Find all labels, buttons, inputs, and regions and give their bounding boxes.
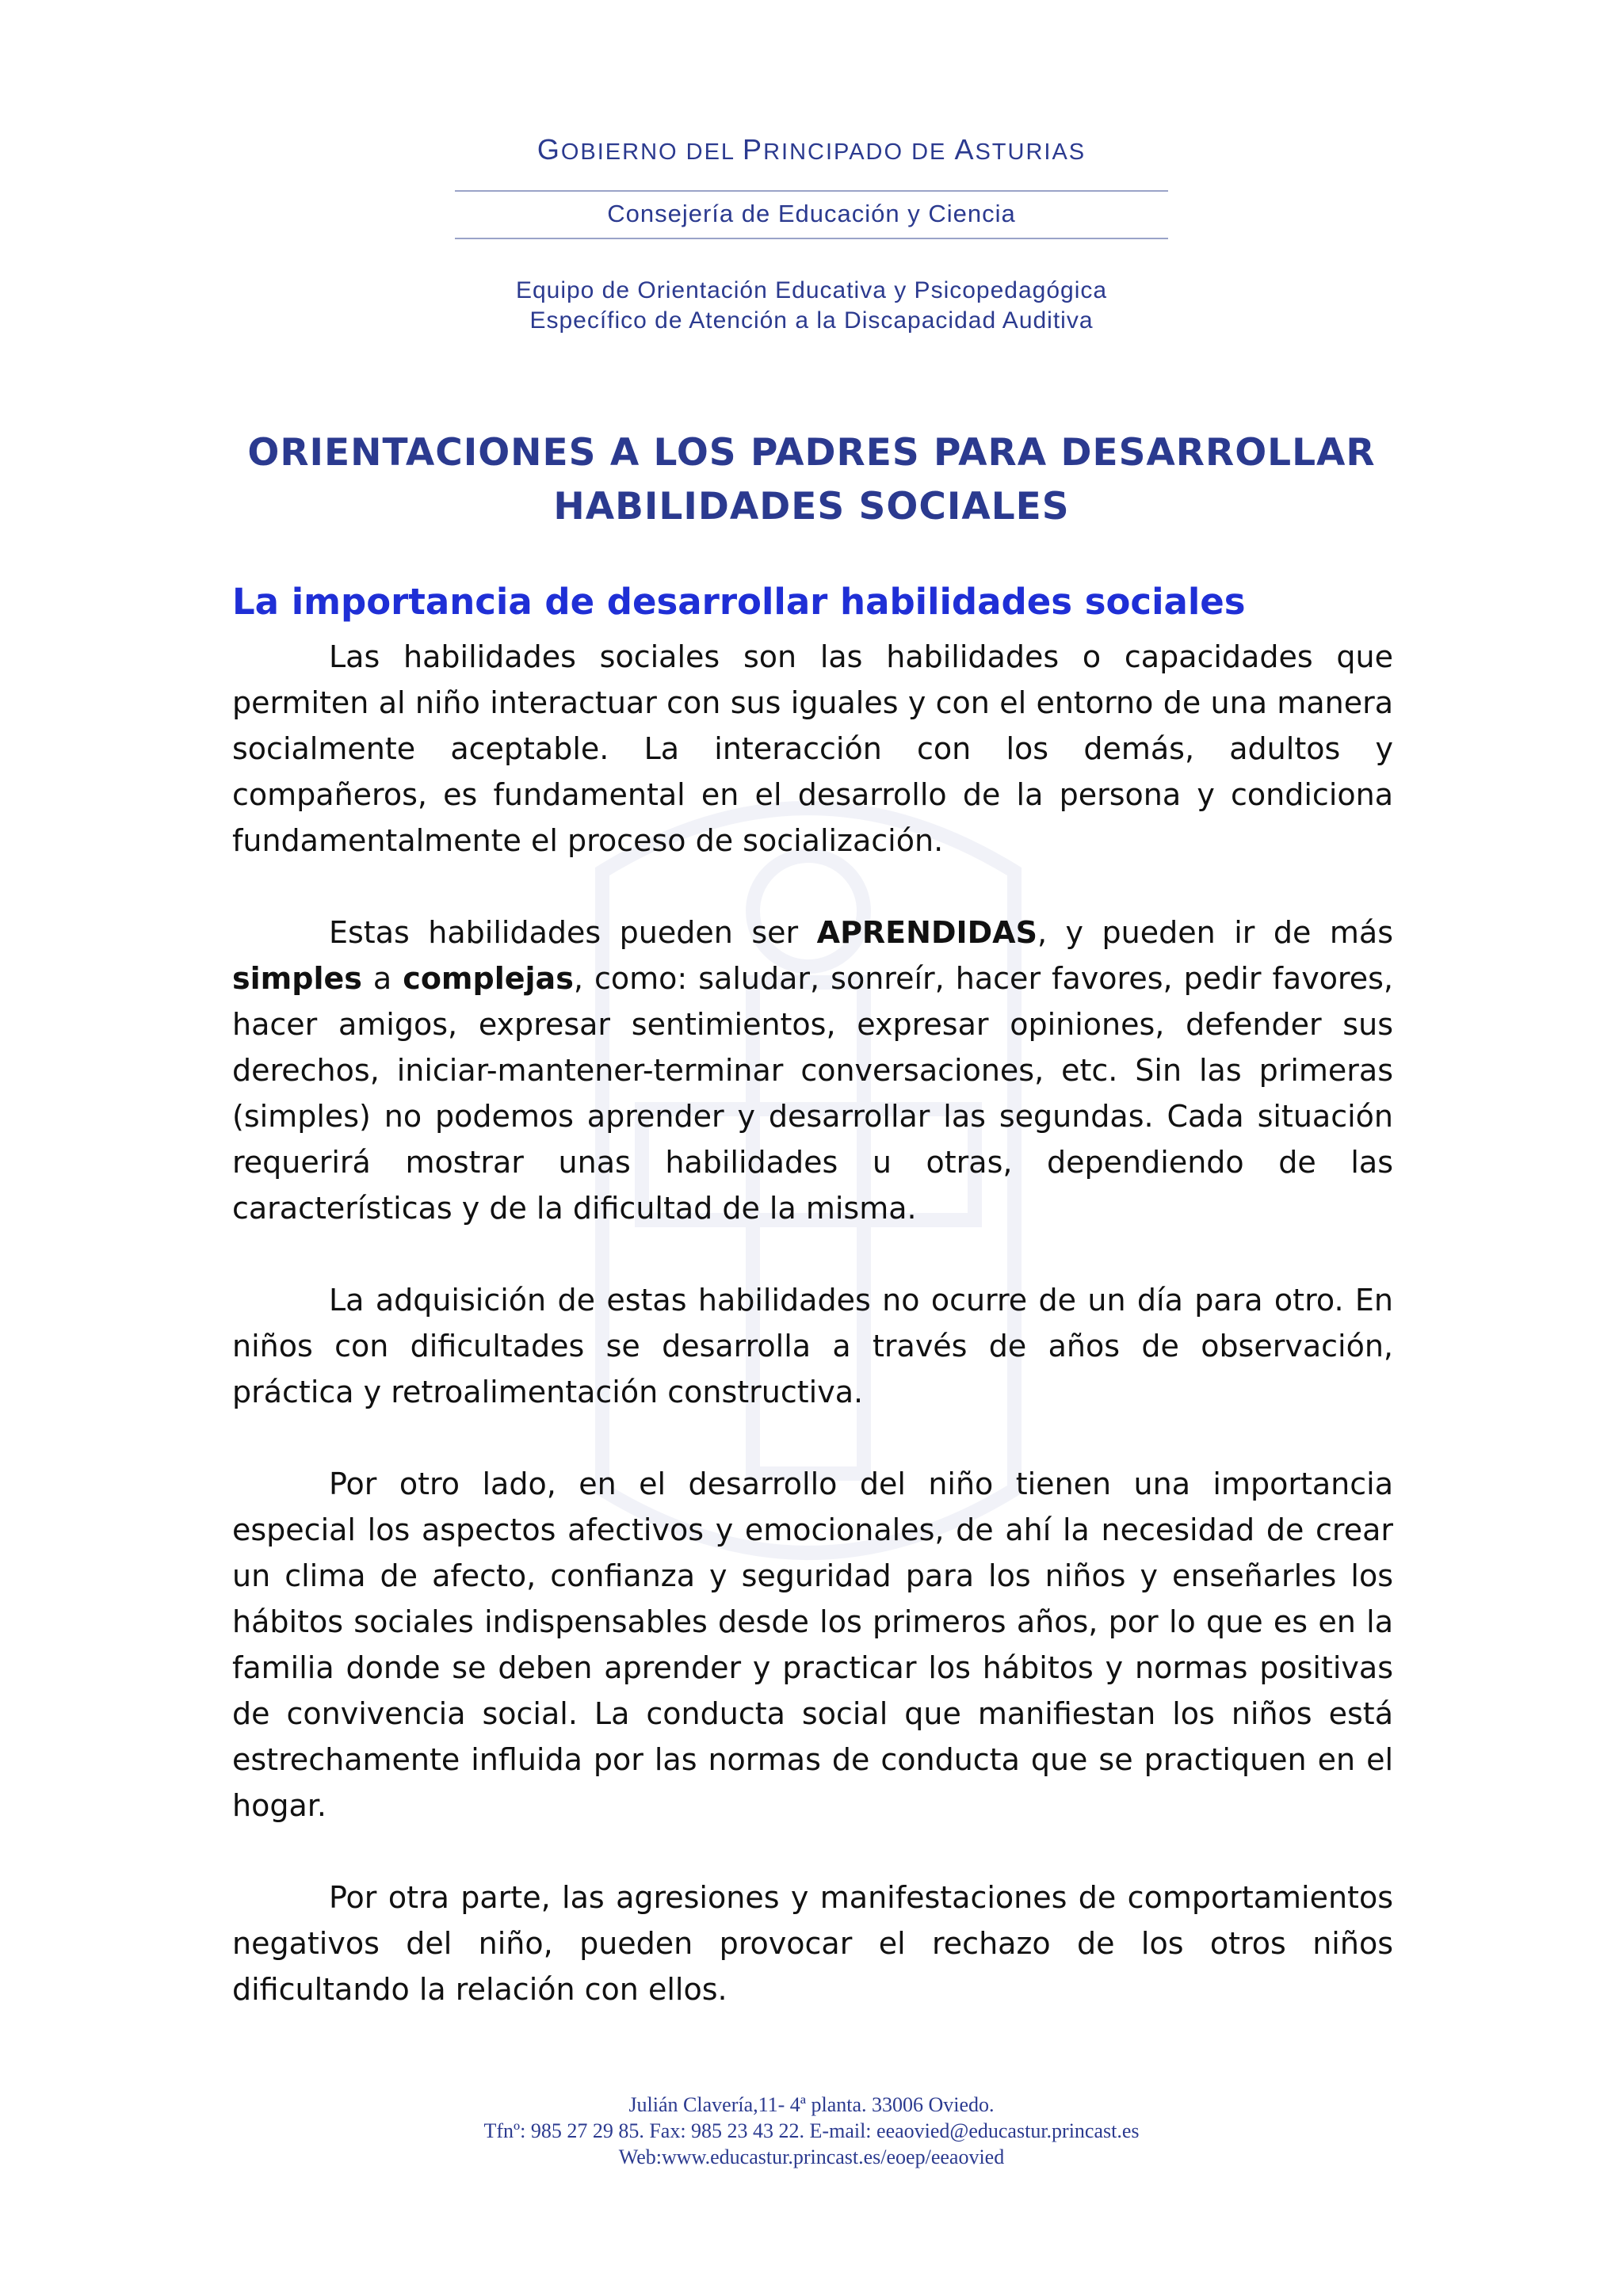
paragraph-2: Estas habilidades pueden ser APRENDIDAS, y pueden ir de más simples a complejas, como: saludar, sonreír, hacer favores, pedir favores, hacer amigos, expresar sentimientos, expresar opiniones, defender sus derechos, iniciar-mantener-terminar conversaciones, etc. Sin las primeras (simples) no podemos aprender y desarrollar las segundas. Cada situación requerirá mostrar unas habilidades u otras, dependiendo de las características y de la dificultad de la misma. xyxy=(232,915,1393,1226)
footer-web: Web:www.educastur.princast.es/eoep/eeaovied xyxy=(618,2145,1005,2168)
letterhead xyxy=(0,133,1623,336)
department-name: Consejería de Educación y Ciencia xyxy=(607,200,1016,227)
paragraph-3: La adquisición de estas habilidades no ocurre de un día para otro. En niños con dificultades se desarrolla a través de años de observación, práctica y retroalimentación constructiva. xyxy=(232,1283,1393,1409)
paragraph-1: Las habilidades sociales son las habilidades o capacidades que permiten al niño interactuar con sus iguales y con el entorno de una manera socialmente aceptable. La interacción con los demás, adultos y compañeros, es fundamental en el desarrollo de la persona y condiciona fundamentalmente el proceso de socialización. xyxy=(232,639,1393,858)
body-text xyxy=(232,634,1393,2058)
page-footer xyxy=(0,2092,1623,2170)
document-title: ORIENTACIONES A LOS PADRES PARA DESARROLLAR HABILIDADES SOCIALES xyxy=(247,431,1376,528)
government-name: GOBIERNO DEL PRINCIPADO DE ASTURIAS xyxy=(537,133,1086,166)
paragraph-5: Por otra parte, las agresiones y manifestaciones de comportamientos negativos del niño, pueden provocar el rechazo de los otros niños dificultando la relación con ellos. xyxy=(232,1880,1393,2007)
team-name: Equipo de Orientación Educativa y Psicopedagógica Específico de Atención a la Discapacidad Auditiva xyxy=(515,277,1108,334)
section-heading: La importancia de desarrollar habilidades sociales xyxy=(232,581,1246,623)
paragraph-4: Por otro lado, en el desarrollo del niño tienen una importancia especial los aspectos afectivos y emocionales, de ahí la necesidad de crear un clima de afecto, confianza y seguridad para los niños y enseñarles los hábitos sociales indispensables desde los primeros años, por lo que es en la familia donde se deben aprender y practicar los hábitos y normas positivas de convivencia social. La conducta social que manifiestan los niños está estrechamente influida por las normas de conducta que se practiquen en el hogar. xyxy=(232,1466,1393,1823)
footer-contact: Tfnº: 985 27 29 85. Fax: 985 23 43 22. E-mail: eeaovied@educastur.princast.es xyxy=(483,2119,1140,2142)
header-divider-bottom xyxy=(455,238,1168,239)
header-divider-top xyxy=(455,190,1168,192)
footer-address: Julián Clavería,11- 4ª planta. 33006 Oviedo. xyxy=(628,2093,995,2116)
